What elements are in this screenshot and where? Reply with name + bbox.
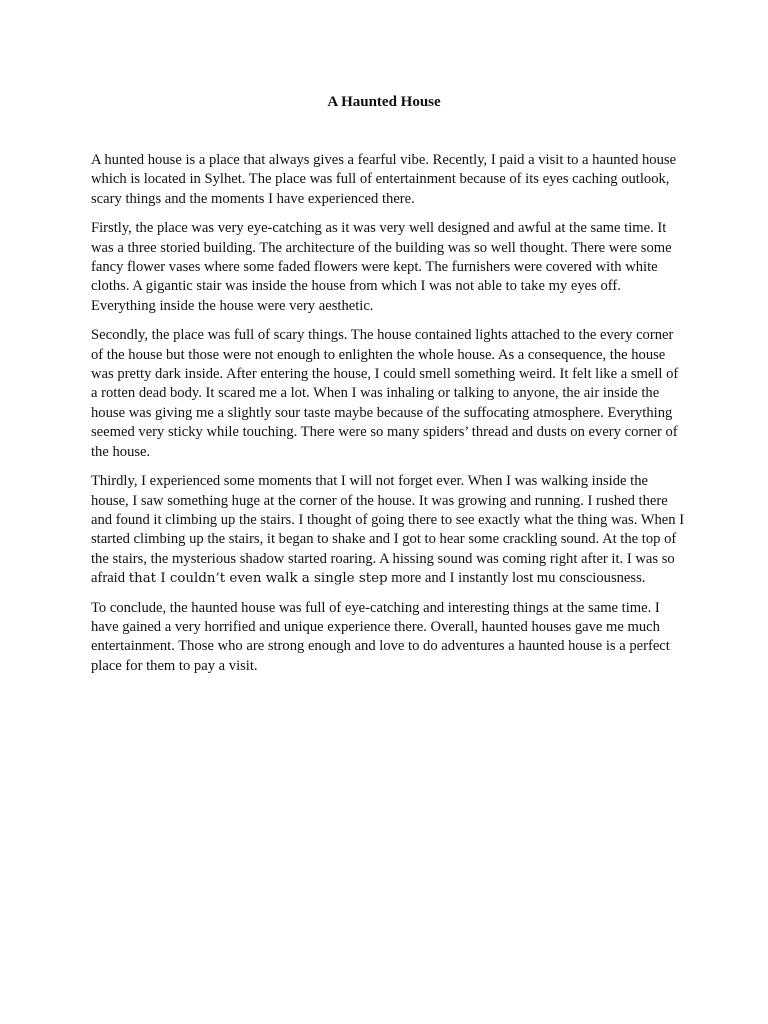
paragraph-conclusion: To conclude, the haunted house was full of eye-catching and interesting things at the same time. I have gained a very horrified and unique experience there. Overall, haunted houses gave me much entertainment. Those who are strong enough and love to do adventures a haunted house is a perfect place for them to pay a visit. [91, 599, 670, 674]
paragraph-firstly: Firstly, the place was very eye-catching as it was very well designed and awful at the same time. It was a three storied building. The architecture of the building was so well thought. There were some fancy flower vases where some faded flowers were kept. The furnishers were covered with white cloths. A gigantic stair was inside the house from which I was not able to take my eyes off. Everything inside the house were very aesthetic. [91, 220, 672, 314]
document-title: A Haunted House [327, 94, 441, 110]
document-body [91, 151, 687, 686]
paragraph-introduction: A hunted house is a place that always gives a fearful vibe. Recently, I paid a visit to a haunted house which is located in Sylhet. The place was full of entertainment because of its eyes caching outlook, scary things and the moments I have experienced there. [91, 152, 677, 207]
paragraph-thirdly-text-end: more and I instantly lost mu consciousness. [387, 570, 646, 587]
paragraph-thirdly-text-start: Thirdly, I experienced some moments that I will not forget ever. When I was walking inside the house, I saw something huge at the corner of the house. It was growing and running. I rushed there and found it climbing up the stairs. I thought of going there to see exactly what the thing was. When I started climbing up the stairs, it began to shake and I got to hear some crackling sound. At the top of the stairs, the mysterious shadow started roaring. A hissing sound was coming right after it. I was so afraid [91, 473, 685, 587]
paragraph-thirdly [91, 472, 687, 588]
paragraph-thirdly-alt-font-text: that I couldn’t even walk a single step [128, 571, 388, 587]
paragraph-secondly: Secondly, the place was full of scary things. The house contained lights attached to the every corner of the house but those were not enough to enlighten the whole house. As a consequence, the house was pretty dark inside. After entering the house, I could smell something weird. It felt like a smell of a rotten dead body. It scared me a lot. When I was inhaling or talking to anyone, the air inside the house was giving me a slightly sour taste maybe because of the suffocating atmosphere. Everything seemed very sticky while touching. There were so many spiders’ thread and dusts on every corner of the house. [91, 327, 679, 460]
